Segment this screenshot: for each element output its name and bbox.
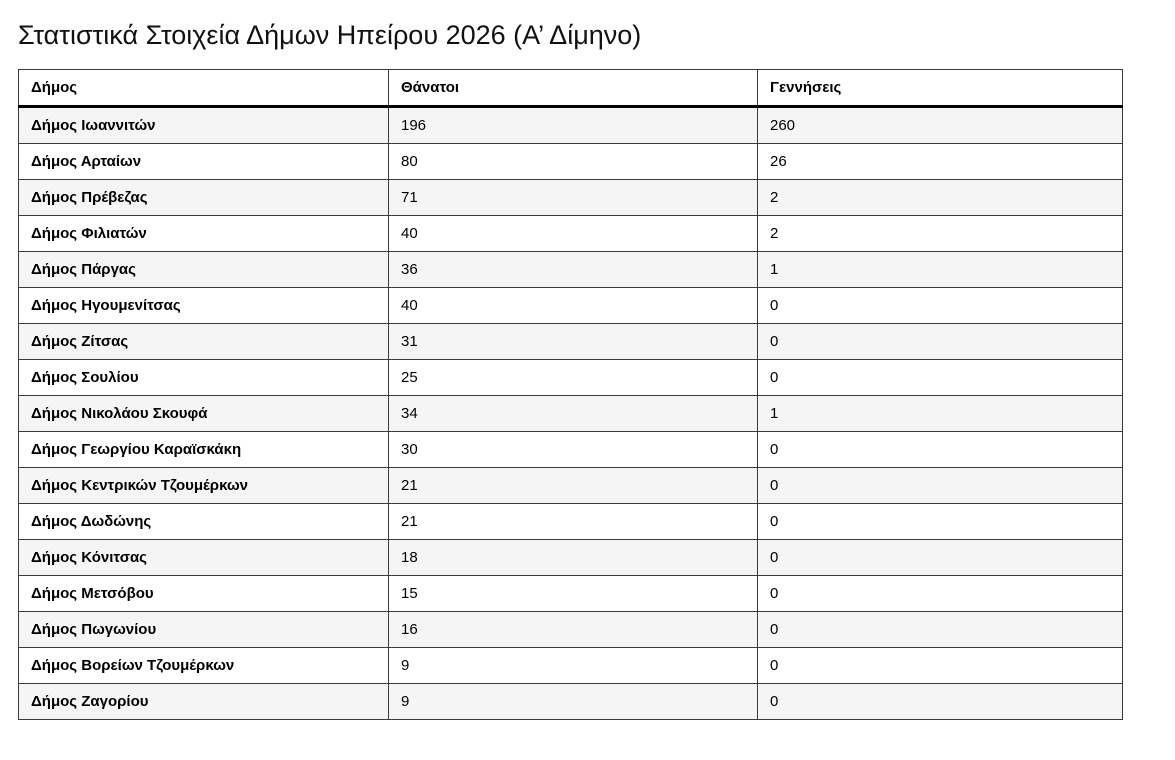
table-row xyxy=(19,324,1123,360)
births-cell: 0 xyxy=(758,612,1123,648)
municipality-cell: Δήμος Φιλιατών xyxy=(19,216,389,252)
births-cell: 0 xyxy=(758,684,1123,720)
table-body xyxy=(19,107,1123,720)
deaths-cell: 36 xyxy=(389,252,758,288)
deaths-cell: 16 xyxy=(389,612,758,648)
table-row xyxy=(19,612,1123,648)
births-cell: 26 xyxy=(758,144,1123,180)
municipality-cell: Δήμος Σουλίου xyxy=(19,360,389,396)
births-cell: 0 xyxy=(758,648,1123,684)
deaths-cell: 30 xyxy=(389,432,758,468)
deaths-cell: 9 xyxy=(389,684,758,720)
deaths-cell: 31 xyxy=(389,324,758,360)
deaths-cell: 40 xyxy=(389,216,758,252)
births-cell: 0 xyxy=(758,468,1123,504)
column-header-births: Γεννήσεις xyxy=(758,70,1123,107)
deaths-cell: 40 xyxy=(389,288,758,324)
table-row xyxy=(19,396,1123,432)
municipality-cell: Δήμος Ιωαννιτών xyxy=(19,107,389,144)
statistics-table xyxy=(18,69,1123,720)
births-cell: 2 xyxy=(758,216,1123,252)
table-row xyxy=(19,107,1123,144)
municipality-cell: Δήμος Κόνιτσας xyxy=(19,540,389,576)
table-row xyxy=(19,468,1123,504)
header-row xyxy=(19,70,1123,107)
column-header-municipality: Δήμος xyxy=(19,70,389,107)
table-header xyxy=(19,70,1123,107)
table-row xyxy=(19,216,1123,252)
births-cell: 0 xyxy=(758,324,1123,360)
table-row xyxy=(19,144,1123,180)
deaths-cell: 21 xyxy=(389,504,758,540)
table-row xyxy=(19,576,1123,612)
deaths-cell: 18 xyxy=(389,540,758,576)
municipality-cell: Δήμος Δωδώνης xyxy=(19,504,389,540)
municipality-cell: Δήμος Κεντρικών Τζουμέρκων xyxy=(19,468,389,504)
table-row xyxy=(19,360,1123,396)
table-row xyxy=(19,288,1123,324)
municipality-cell: Δήμος Γεωργίου Καραϊσκάκη xyxy=(19,432,389,468)
municipality-cell: Δήμος Βορείων Τζουμέρκων xyxy=(19,648,389,684)
column-header-deaths: Θάνατοι xyxy=(389,70,758,107)
table-row xyxy=(19,432,1123,468)
municipality-cell: Δήμος Αρταίων xyxy=(19,144,389,180)
births-cell: 0 xyxy=(758,504,1123,540)
deaths-cell: 34 xyxy=(389,396,758,432)
deaths-cell: 15 xyxy=(389,576,758,612)
table-row xyxy=(19,252,1123,288)
births-cell: 1 xyxy=(758,396,1123,432)
municipality-cell: Δήμος Νικολάου Σκουφά xyxy=(19,396,389,432)
table-row xyxy=(19,180,1123,216)
page-title: Στατιστικά Στοιχεία Δήμων Ηπείρου 2026 (Α’ Δίμηνο) xyxy=(18,20,642,50)
deaths-cell: 21 xyxy=(389,468,758,504)
table-row xyxy=(19,684,1123,720)
municipality-cell: Δήμος Πρέβεζας xyxy=(19,180,389,216)
births-cell: 0 xyxy=(758,360,1123,396)
births-cell: 0 xyxy=(758,288,1123,324)
births-cell: 260 xyxy=(758,107,1123,144)
deaths-cell: 196 xyxy=(389,107,758,144)
deaths-cell: 25 xyxy=(389,360,758,396)
births-cell: 2 xyxy=(758,180,1123,216)
table-row xyxy=(19,648,1123,684)
table-row xyxy=(19,540,1123,576)
municipality-cell: Δήμος Πάργας xyxy=(19,252,389,288)
municipality-cell: Δήμος Ζίτσας xyxy=(19,324,389,360)
births-cell: 1 xyxy=(758,252,1123,288)
deaths-cell: 71 xyxy=(389,180,758,216)
municipality-cell: Δήμος Μετσόβου xyxy=(19,576,389,612)
municipality-cell: Δήμος Ζαγορίου xyxy=(19,684,389,720)
births-cell: 0 xyxy=(758,576,1123,612)
table-row xyxy=(19,504,1123,540)
deaths-cell: 80 xyxy=(389,144,758,180)
deaths-cell: 9 xyxy=(389,648,758,684)
municipality-cell: Δήμος Πωγωνίου xyxy=(19,612,389,648)
municipality-cell: Δήμος Ηγουμενίτσας xyxy=(19,288,389,324)
births-cell: 0 xyxy=(758,540,1123,576)
births-cell: 0 xyxy=(758,432,1123,468)
